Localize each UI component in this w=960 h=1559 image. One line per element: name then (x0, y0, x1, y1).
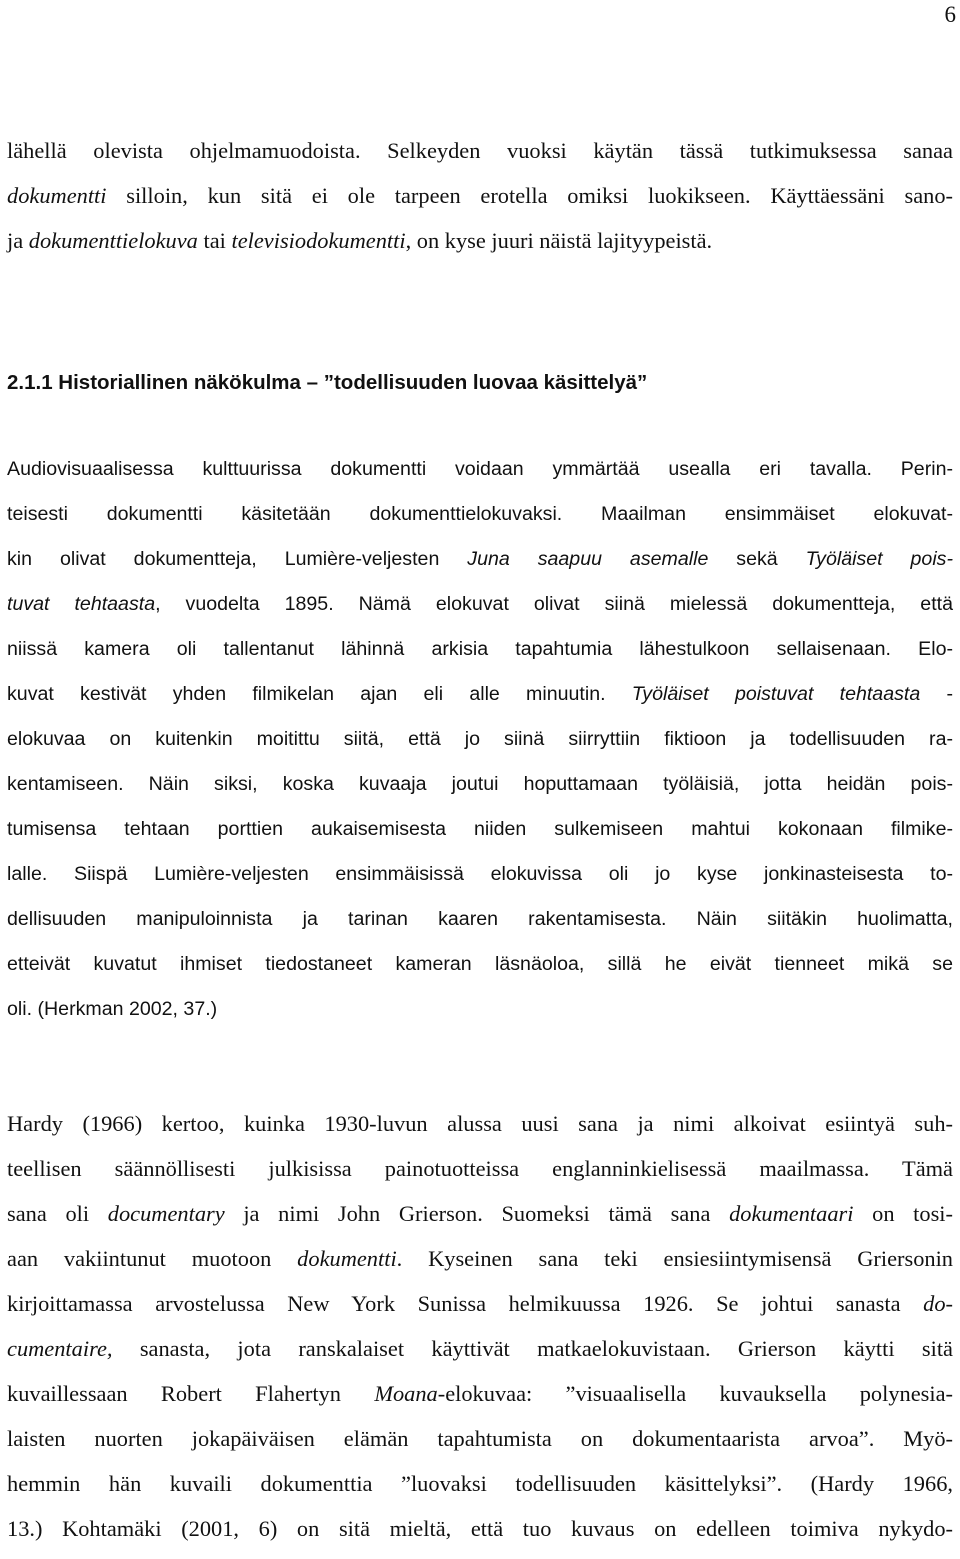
intro-line-1: lähellä olevista ohjelmamuodoista. Selkeyden vuoksi käytän tässä tutkimuksessa sanaa (7, 138, 953, 163)
para2-line-10: 13.) Kohtamäki (2001, 6) on sitä mieltä, että tuo kuvaus on edelleen toimiva nykydo- (7, 1516, 953, 1541)
para1-line-11: dellisuuden manipuloinnista ja tarinan kaaren rakentamisesta. Näin siitäkin huolimatta, (7, 908, 953, 930)
para2-line-5: kirjoittamassa arvostelussa New York Sunissa helmikuussa 1926. Se johtui sanasta do- (7, 1291, 953, 1316)
para2-line-6: cumentaire, sanasta, jota ranskalaiset käyttivät matkaelokuvistaan. Grierson käytti sitä (7, 1336, 953, 1361)
para1-line-3: kin olivat dokumentteja, Lumière-veljesten Juna saapuu asemalle sekä Työläiset pois- (7, 548, 953, 570)
para1-line-9: tumisensa tehtaan porttien aukaisemisesta niiden sulkemiseen mahtui kokonaan filmike- (7, 818, 953, 840)
para1-line-6: kuvat kestivät yhden filmikelan ajan eli alle minuutin. Työläiset poistuvat tehtaasta - (7, 683, 954, 705)
para2-line-2: teellisen säännöllisesti julkisissa painotuotteissa englanninkielisessä maailmassa. Tämä (7, 1156, 953, 1181)
para1-line-2: teisesti dokumentti käsitetään dokumenttielokuvaksi. Maailman ensimmäiset elokuvat- (7, 503, 953, 525)
intro-line-3: ja dokumenttielokuva tai televisiodokumentti, on kyse juuri näistä lajityypeistä. (7, 228, 713, 253)
para1-line-4: tuvat tehtaasta, vuodelta 1895. Nämä elokuvat olivat siinä mielessä dokumentteja, että (7, 593, 953, 615)
para2-line-9: hemmin hän kuvaili dokumenttia ”luovaksi todellisuuden käsittelyksi”. (Hardy 1966, (7, 1471, 953, 1496)
para1-line-10: lalle. Siispä Lumière-veljesten ensimmäisissä elokuvissa oli jo kyse jonkinasteisesta to- (7, 863, 953, 885)
para2-line-4: aan vakiintunut muotoon dokumentti. Kyseinen sana teki ensiesiintymisensä Griersonin (7, 1246, 953, 1271)
para2-line-3: sana oli documentary ja nimi John Grierson. Suomeksi tämä sana dokumentaari on tosi- (7, 1201, 953, 1226)
page-number: 6 (944, 2, 956, 27)
para1-line-13: oli. (Herkman 2002, 37.) (7, 998, 218, 1020)
para1-line-7: elokuvaa on kuitenkin moitittu siitä, että jo siinä siirryttiin fiktioon ja todellisuuden ra- (7, 728, 953, 750)
para2-line-7: kuvaillessaan Robert Flahertyn Moana-elokuvaa: ”visuaalisella kuvauksella polynesia- (7, 1381, 953, 1406)
para1-line-8: kentamiseen. Näin siksi, koska kuvaaja joutui hoputtamaan työläisiä, jotta heidän pois- (7, 773, 953, 795)
intro-line-2: dokumentti silloin, kun sitä ei ole tarpeen erotella omiksi luokikseen. Käyttäessäni sano- (7, 183, 953, 208)
para1-line-1: Audiovisuaalisessa kulttuurissa dokumentti voidaan ymmärtää usealla eri tavalla. Perin- (7, 458, 953, 480)
para2-line-8: laisten nuorten jokapäiväisen elämän tapahtumista on dokumentaarista arvoa”. Myö- (7, 1426, 953, 1451)
para1-line-5: niissä kamera oli tallentanut lähinnä arkisia tapahtumia lähestulkoon sellaisenaan. Elo- (7, 638, 953, 660)
para1-line-12: etteivät kuvatut ihmiset tiedostaneet kameran läsnäoloa, sillä he eivät tienneet mikä se (7, 953, 953, 975)
para2-line-1: Hardy (1966) kertoo, kuinka 1930-luvun alussa uusi sana ja nimi alkoivat esiintyä suh- (7, 1111, 953, 1136)
section-heading: 2.1.1 Historiallinen näkökulma – ”todellisuuden luovaa käsittelyä” (7, 371, 648, 394)
